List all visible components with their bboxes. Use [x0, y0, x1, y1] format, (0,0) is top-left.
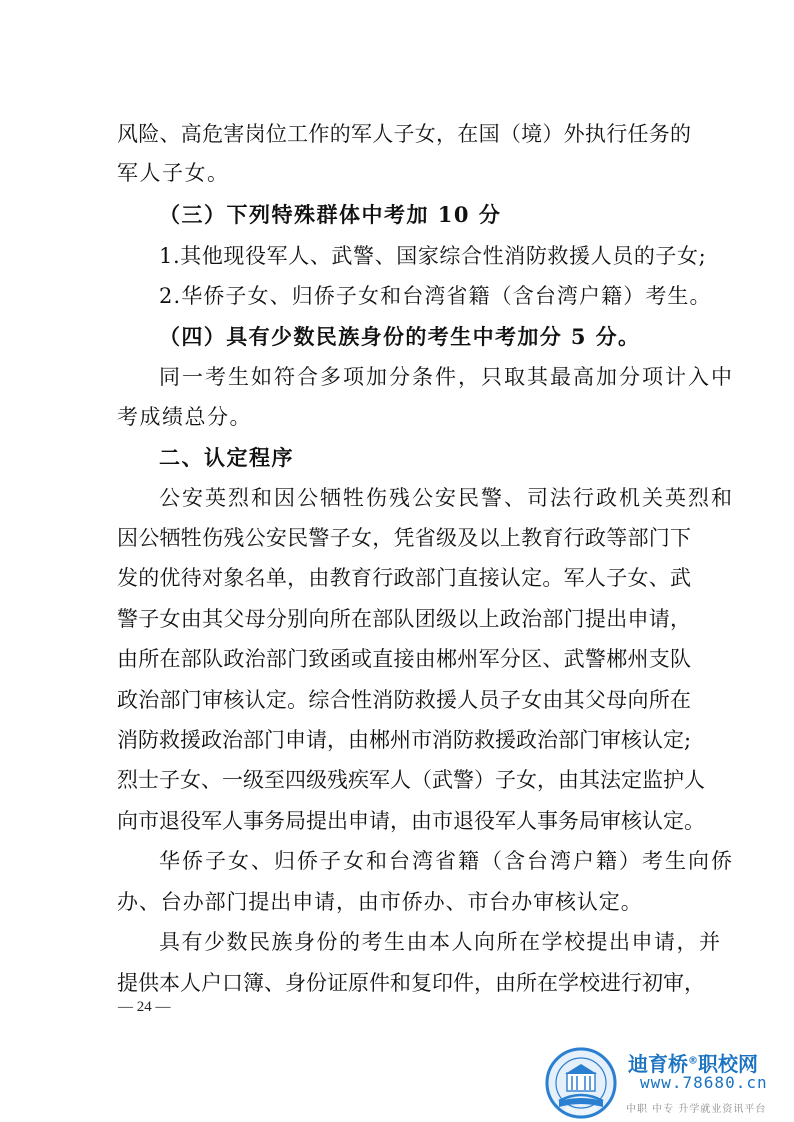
text-line: 烈士子女、一级至四级残疾军人（武警）子女，由其法定监护人	[117, 768, 705, 792]
text-line: 提供本人户口簿、身份证原件和复印件，由所在学校进行初审，	[117, 971, 705, 995]
text-line: 华侨子女、归侨子女和台湾省籍（含台湾户籍）考生向侨	[159, 849, 734, 873]
text-line: 由所在部队政治部门致函或直接由郴州军分区、武警郴州支队	[117, 647, 691, 671]
text-line: 向市退役军人事务局提出申请，由市退役军人事务局审核认定。	[117, 809, 705, 833]
text-line: 消防救援政治部门申请，由郴州市消防救援政治部门审核认定;	[117, 728, 692, 752]
watermark-url: www.78680.cn	[640, 1073, 768, 1092]
watermark-subtitle: 中职 中专 升学就业资讯平台	[626, 1104, 767, 1115]
text-line: 公安英烈和因公牺牲伤残公安民警、司法行政机关英烈和	[159, 486, 734, 510]
text-line: 政治部门审核认定。综合性消防救援人员子女由其父母向所在	[117, 688, 691, 712]
text-line: 具有少数民族身份的考生由本人向所在学校提出申请，并	[159, 930, 722, 954]
text-line: 同一考生如符合多项加分条件，只取其最高加分项计入中	[159, 365, 734, 389]
text-line: 风险、高危害岗位工作的军人子女，在国（境）外执行任务的	[117, 122, 691, 146]
text-line: 军人子女。	[117, 161, 230, 185]
watermark-title: 迪育桥®职校网	[628, 1052, 758, 1076]
text-line: 办、台办部门提出申请，由市侨办、市台办审核认定。	[117, 890, 643, 914]
text-line: 发的优待对象名单，由教育行政部门直接认定。军人子女、武	[117, 566, 691, 590]
page-number: — 24 —	[118, 999, 171, 1015]
section-heading: （四）具有少数民族身份的考生中考加分 5 分。	[159, 324, 641, 349]
text-line: 因公牺牲伤残公安民警子女，凭省级及以上教育行政等部门下	[117, 526, 691, 550]
section-heading: （三）下列特殊群体中考加 10 分	[159, 202, 502, 227]
watermark-logo-text: 迪育桥职校网	[563, 1104, 599, 1118]
text-line: 警子女由其父母分别向所在部队团级以上政治部门提出申请，	[117, 607, 691, 631]
text-line: 考成绩总分。	[117, 405, 252, 429]
text-line: 2.华侨子女、归侨子女和台湾省籍（含台湾户籍）考生。	[159, 284, 712, 308]
watermark-logo-icon	[543, 1045, 619, 1121]
text-line: 1.其他现役军人、武警、国家综合性消防救援人员的子女;	[159, 244, 707, 268]
section-heading: 二、认定程序	[159, 445, 294, 470]
